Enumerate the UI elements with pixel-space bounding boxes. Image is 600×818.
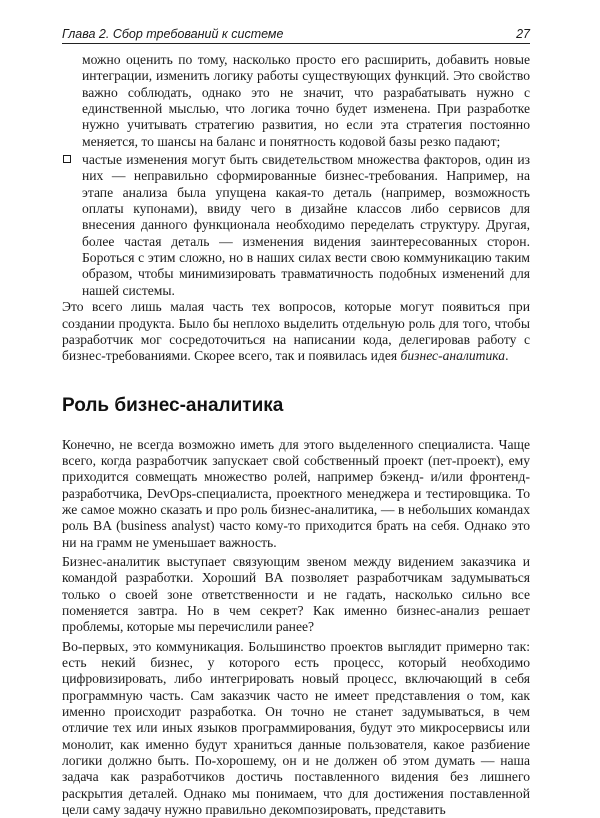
- body-text: [62, 52, 530, 818]
- paragraph-end: .: [505, 348, 509, 364]
- paragraph: [62, 299, 530, 364]
- paragraph: Во-первых, это коммуникация. Большинство проектов выглядит примерно так: есть некий бизнес, у которого есть процесс, который необходимо цифровизировать, либо интегрировать новый процесс, включающий в себя программную часть. Сам заказчик часто не имеет представления о том, как именно происходит разработка. Он точно не станет задумываться, в чем отличие тех или иных языков программирования, будут это микросервисы или монолит, как именно будут храниться данные пользователя, какое разбиение логики должно быть. По-хорошему, он и не должен об этом думать — наша задача как разработчиков достичь поставленного видения без лишнего раскрытия деталей. Однако мы понимаем, что для достижения поставленной цели саму задачу нужно правильно декомпозировать, представить: [62, 638, 530, 818]
- section-heading: Роль бизнес-аналитика: [62, 394, 284, 416]
- continuation-paragraph: можно оценить по тому, насколько просто его расширить, добавить новые интеграции, изменить логику работы существующих функций. Это свойство важно соблюдать, однако это не значит, что разрабатывать нужно с единственной мыслью, что логика точно будет изменена. При разработке нужно учитывать стратегию развития, но если эта стратегия постоянно меняется, то шансы на баланс и понятность кодовой базы резко падают;: [82, 52, 530, 149]
- list-item: [62, 152, 530, 299]
- running-header: [62, 27, 530, 44]
- chapter-title: Глава 2. Сбор требований к системе: [62, 27, 284, 41]
- checkbox-bullet-icon: [63, 155, 71, 163]
- paragraph: Конечно, не всегда возможно иметь для этого выделенного специалиста. Чаще всего, когда разработчик запускает свой собственный проект (пет-проект), ему приходится совмещать множество ролей, например бэкенд- и/или фронтенд-разработчика, DevOps-специалиста, проектного менеджера и тестировщика. То же самое можно сказать и про роль бизнес-аналитика, — в небольших командах роль BA (business analyst) часто кому-то приходится брать на себя. Однако это ни на грамм не уменьшает важность.: [62, 436, 530, 550]
- emphasis-term: бизнес-аналитика: [400, 348, 506, 364]
- list-item-text: частые изменения могут быть свидетельством множества факторов, один из них — неправильно сформированные бизнес-требования. Например, на этапе анализа была упущена какая-то деталь (например, возможность оплаты купонами), ввиду чего в дизайне классов либо сервисов для внесения данного функционала необходимо переделать структуру. Другая, более частая деталь — изменения видения заинтересованных сторон. Бороться с этим сложно, но в наших силах вести свою коммуникацию таким образом, чтобы минимизировать травматичность подобных изменений для нашей системы.: [82, 152, 530, 298]
- page-number: 27: [516, 27, 530, 41]
- paragraph: Бизнес-аналитик выступает связующим звеном между видением заказчика и командой разработки. Хороший BA позволяет разработчикам задумываться только о своей зоне ответственности и не гадать, насколько сильно все поменяется завтра. Но в чем секрет? Как именно бизнес-анализ решает проблемы, которые мы перечислили ранее?: [62, 553, 530, 635]
- paragraph-text: Это всего лишь малая часть тех вопросов, которые могут появиться при создании продукта. Было бы неплохо выделить отдельную роль для того, чтобы разработчик мог сосредоточиться на написании кода, делегировав работу с бизнес-требованиями. Скорее всего, так и появилась идея: [62, 299, 530, 364]
